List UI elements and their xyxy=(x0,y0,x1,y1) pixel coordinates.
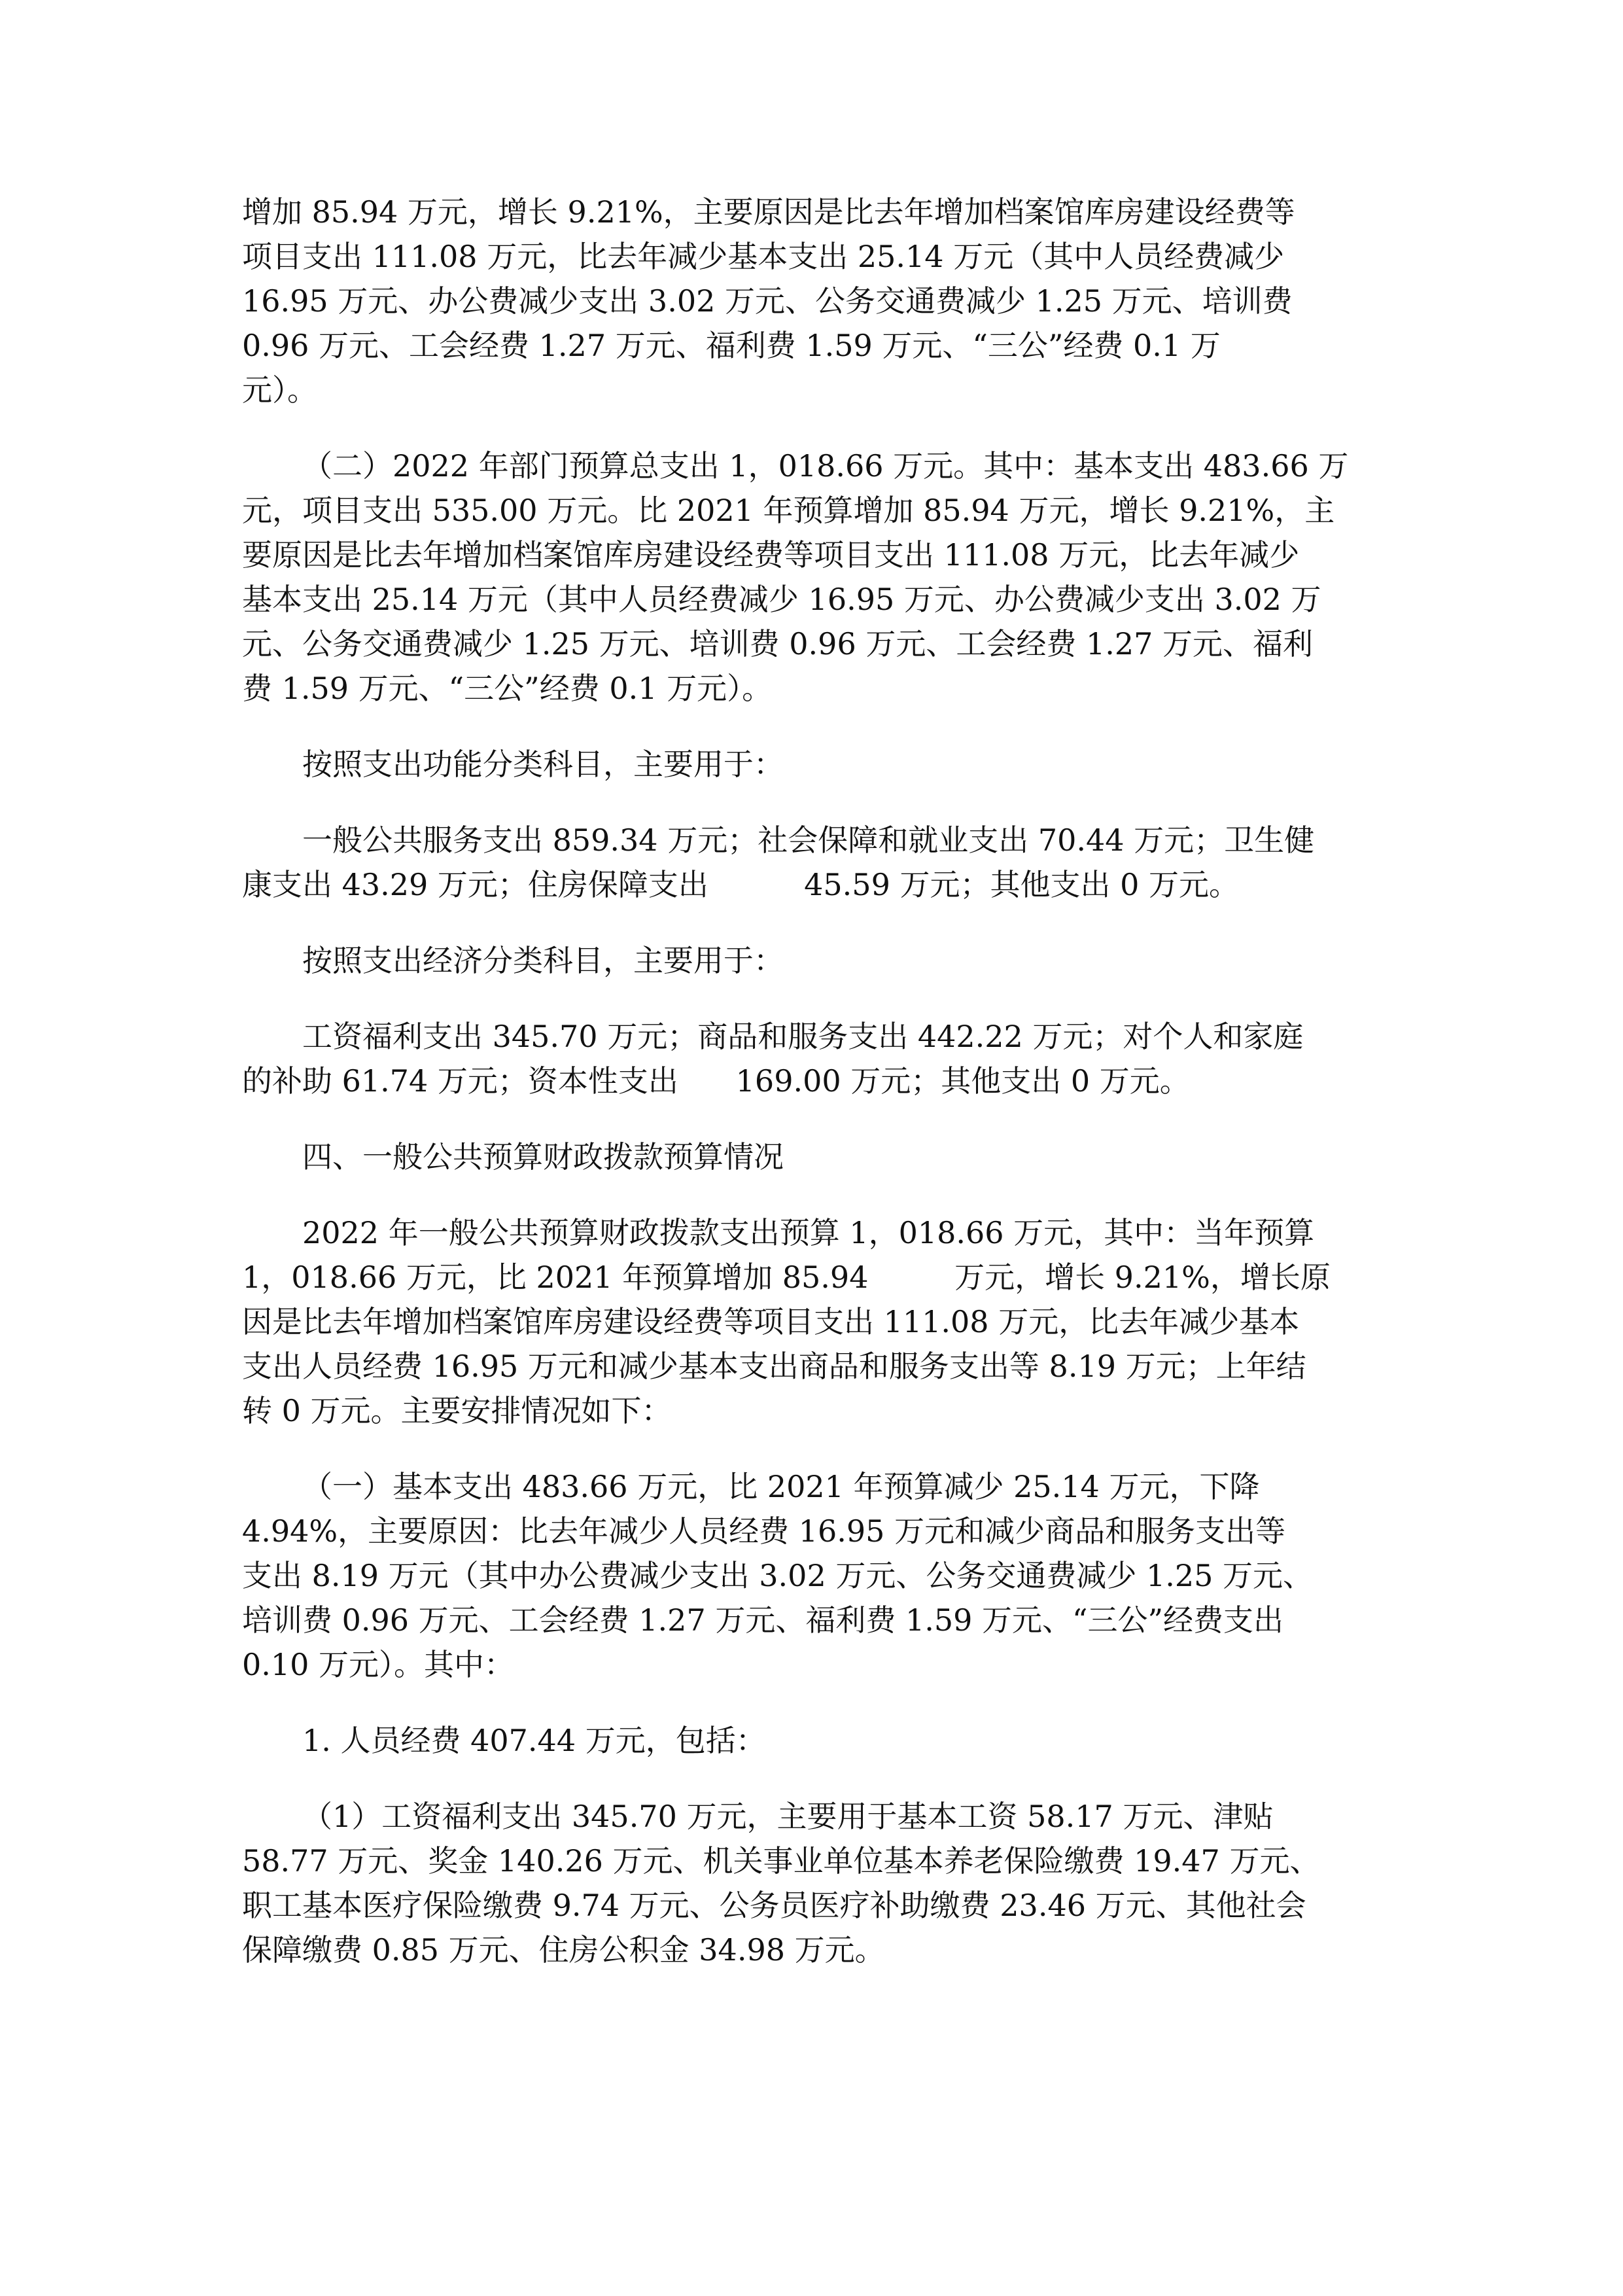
text-line: 按照支出功能分类科目，主要用于： xyxy=(302,747,784,782)
paragraph-expenditure-increase xyxy=(242,190,1387,412)
paragraph-personnel-heading xyxy=(242,1718,1387,1763)
text-line: 保障缴费 0.85 万元、住房公积金 34.98 万元。 xyxy=(242,1932,885,1968)
text-line: 1. 人员经费 407.44 万元，包括： xyxy=(302,1723,766,1758)
text-line: 0.96 万元、工会经费 1.27 万元、福利费 1.59 万元、“三公”经费 0.1 万 xyxy=(242,328,1221,363)
document-body xyxy=(242,190,1387,2004)
text-line: 支出人员经费 16.95 万元和减少基本支出商品和服务支出等 8.19 万元；上年结 xyxy=(242,1349,1306,1384)
text-line: 支出 8.19 万元（其中办公费减少支出 3.02 万元、公务交通费减少 1.25 万元、 xyxy=(242,1558,1313,1593)
text-line: 元、公务交通费减少 1.25 万元、培训费 0.96 万元、工会经费 1.27 万元、福利 xyxy=(242,626,1313,662)
text-line: 4.94%，主要原因：比去年减少人员经费 16.95 万元和减少商品和服务支出等 xyxy=(242,1513,1286,1549)
text-line: 要原因是比去年增加档案馆库房建设经费等项目支出 111.08 万元，比去年减少 xyxy=(242,537,1300,573)
text-line: 1，018.66 万元，比 2021 年预算增加 85.94 万元，增长 9.21%，增长原 xyxy=(242,1260,1331,1295)
text-line: （1）工资福利支出 345.70 万元，主要用于基本工资 58.17 万元、津贴 xyxy=(302,1799,1274,1834)
paragraph-total-expenditure xyxy=(242,444,1387,711)
paragraph-salary-welfare xyxy=(242,1794,1387,1972)
text-line: 元，项目支出 535.00 万元。比 2021 年预算增加 85.94 万元，增长 9.21%，主 xyxy=(242,493,1335,528)
text-line: 项目支出 111.08 万元，比去年减少基本支出 25.14 万元（其中人员经费减少 xyxy=(242,239,1285,274)
text-line: 基本支出 25.14 万元（其中人员经费减少 16.95 万元、办公费减少支出 3.02 万 xyxy=(242,582,1321,617)
text-line: 58.77 万元、奖金 140.26 万元、机关事业单位基本养老保险缴费 19.47 万元、 xyxy=(242,1843,1320,1879)
text-line: 16.95 万元、办公费减少支出 3.02 万元、公务交通费减少 1.25 万元、培训费 xyxy=(242,283,1293,319)
text-line: 四、一般公共预算财政拨款预算情况 xyxy=(302,1139,784,1174)
text-line: 0.10 万元）。其中： xyxy=(242,1647,515,1682)
text-line: 增加 85.94 万元，增长 9.21%，主要原因是比去年增加档案馆库房建设经费等 xyxy=(242,194,1295,230)
text-line: 的补助 61.74 万元；资本性支出 169.00 万元；其他支出 0 万元。 xyxy=(242,1063,1190,1099)
text-line: 因是比去年增加档案馆库房建设经费等项目支出 111.08 万元，比去年减少基本 xyxy=(242,1304,1300,1339)
text-line: （一）基本支出 483.66 万元，比 2021 年预算减少 25.14 万元，下降 xyxy=(302,1469,1260,1504)
paragraph-functional-items xyxy=(242,818,1387,907)
text-line: 职工基本医疗保险缴费 9.74 万元、公务员医疗补助缴费 23.46 万元、其他社会 xyxy=(242,1888,1306,1923)
paragraph-basic-expenditure xyxy=(242,1464,1387,1687)
text-line: 培训费 0.96 万元、工会经费 1.27 万元、福利费 1.59 万元、“三公”经费支出 xyxy=(242,1602,1284,1638)
section-heading-general-budget xyxy=(242,1135,1387,1179)
paragraph-economic-heading xyxy=(242,938,1387,983)
paragraph-functional-heading xyxy=(242,742,1387,786)
text-line: 工资福利支出 345.70 万元；商品和服务支出 442.22 万元；对个人和家庭 xyxy=(302,1019,1304,1054)
text-line: 按照支出经济分类科目，主要用于： xyxy=(302,943,784,978)
text-line: 一般公共服务支出 859.34 万元；社会保障和就业支出 70.44 万元；卫生健 xyxy=(302,822,1315,858)
text-line: 转 0 万元。主要安排情况如下： xyxy=(242,1393,672,1428)
text-line: 2022 年一般公共预算财政拨款支出预算 1，018.66 万元，其中：当年预算 xyxy=(302,1215,1315,1250)
text-line: （二）2022 年部门预算总支出 1，018.66 万元。其中：基本支出 483.66 万 xyxy=(302,448,1349,484)
text-line: 元）。 xyxy=(242,372,317,408)
text-line: 康支出 43.29 万元；住房保障支出 45.59 万元；其他支出 0 万元。 xyxy=(242,867,1239,902)
paragraph-economic-items xyxy=(242,1014,1387,1103)
paragraph-general-budget xyxy=(242,1210,1387,1433)
text-line: 费 1.59 万元、“三公”经费 0.1 万元）。 xyxy=(242,671,773,706)
